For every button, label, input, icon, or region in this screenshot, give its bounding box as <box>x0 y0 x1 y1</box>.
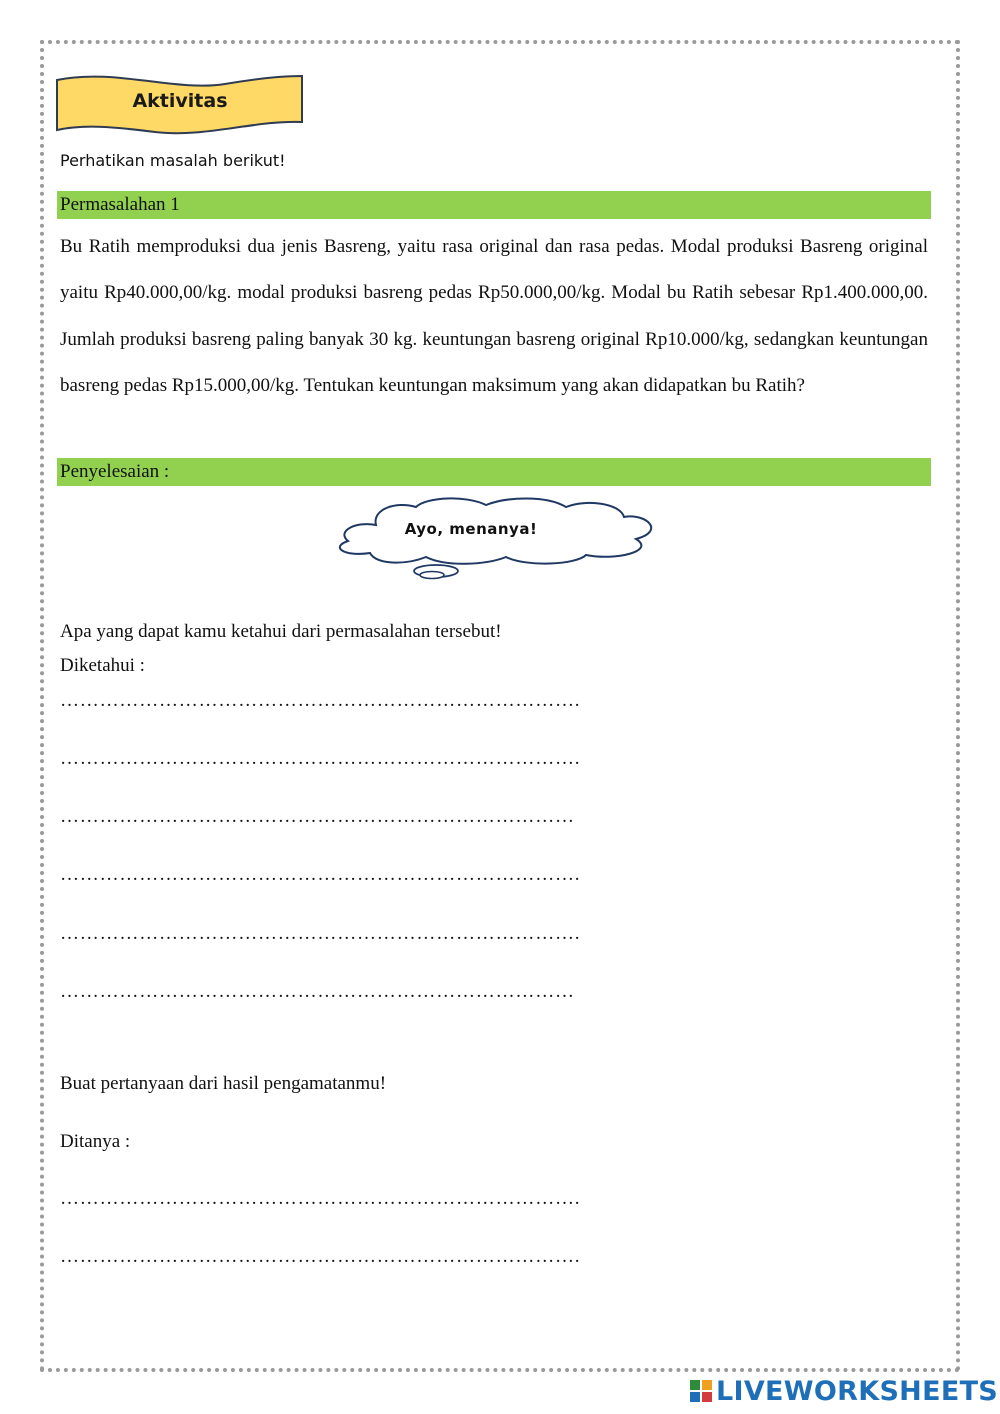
activity-title: Aktivitas <box>132 90 228 112</box>
known-answer-line[interactable]: ……………………………………………………………………. <box>60 864 581 885</box>
problem-text: Bu Ratih memproduksi dua jenis Basreng, yaitu rasa original dan rasa pedas. Modal produksi Basreng original yaitu Rp40.000,00/kg. modal produksi basreng pedas Rp50.000,00/kg. Modal bu Ratih sebesar Rp1.400.000,00. Jumlah produksi basreng paling banyak 30 kg. keuntungan basreng original Rp10.000/kg, sedangkan keuntungan basreng pedas Rp15.000,00/kg. Tentukan keuntungan maksimum yang akan didapatkan bu Ratih? <box>60 236 928 396</box>
known-answer-line[interactable]: ……………………………………………………………………. <box>60 690 581 711</box>
asked-answer-line[interactable]: ……………………………………………………………………. <box>60 1188 581 1209</box>
thought-cloud <box>336 495 662 583</box>
question-text: Apa yang dapat kamu ketahui dari permasalahan tersebut! <box>60 621 502 642</box>
problem-heading: Permasalahan 1 <box>57 191 931 219</box>
known-answer-line[interactable]: …………………………………………………………………… <box>60 981 575 1002</box>
known-answer-line[interactable]: ……………………………………………………………………. <box>60 923 581 944</box>
logo-text: LIVEWORKSHEETS <box>716 1375 999 1407</box>
cloud-text: Ayo, menanya! <box>404 520 538 538</box>
ask-prompt: Buat pertanyaan dari hasil pengamatanmu! <box>60 1073 387 1094</box>
solution-heading: Penyelesaian : <box>57 458 931 486</box>
known-label: Diketahui : <box>60 655 145 676</box>
asked-answer-line[interactable]: ……………………………………………………………………. <box>60 1246 581 1267</box>
liveworksheets-logo-icon <box>690 1380 712 1402</box>
liveworksheets-logo <box>690 1376 998 1406</box>
intro-text: Perhatikan masalah berikut! <box>60 151 286 170</box>
known-answer-line[interactable]: ……………………………………………………………………. <box>60 748 581 769</box>
asked-label: Ditanya : <box>60 1131 131 1152</box>
known-answer-line[interactable]: …………………………………………………………………… <box>60 806 575 827</box>
